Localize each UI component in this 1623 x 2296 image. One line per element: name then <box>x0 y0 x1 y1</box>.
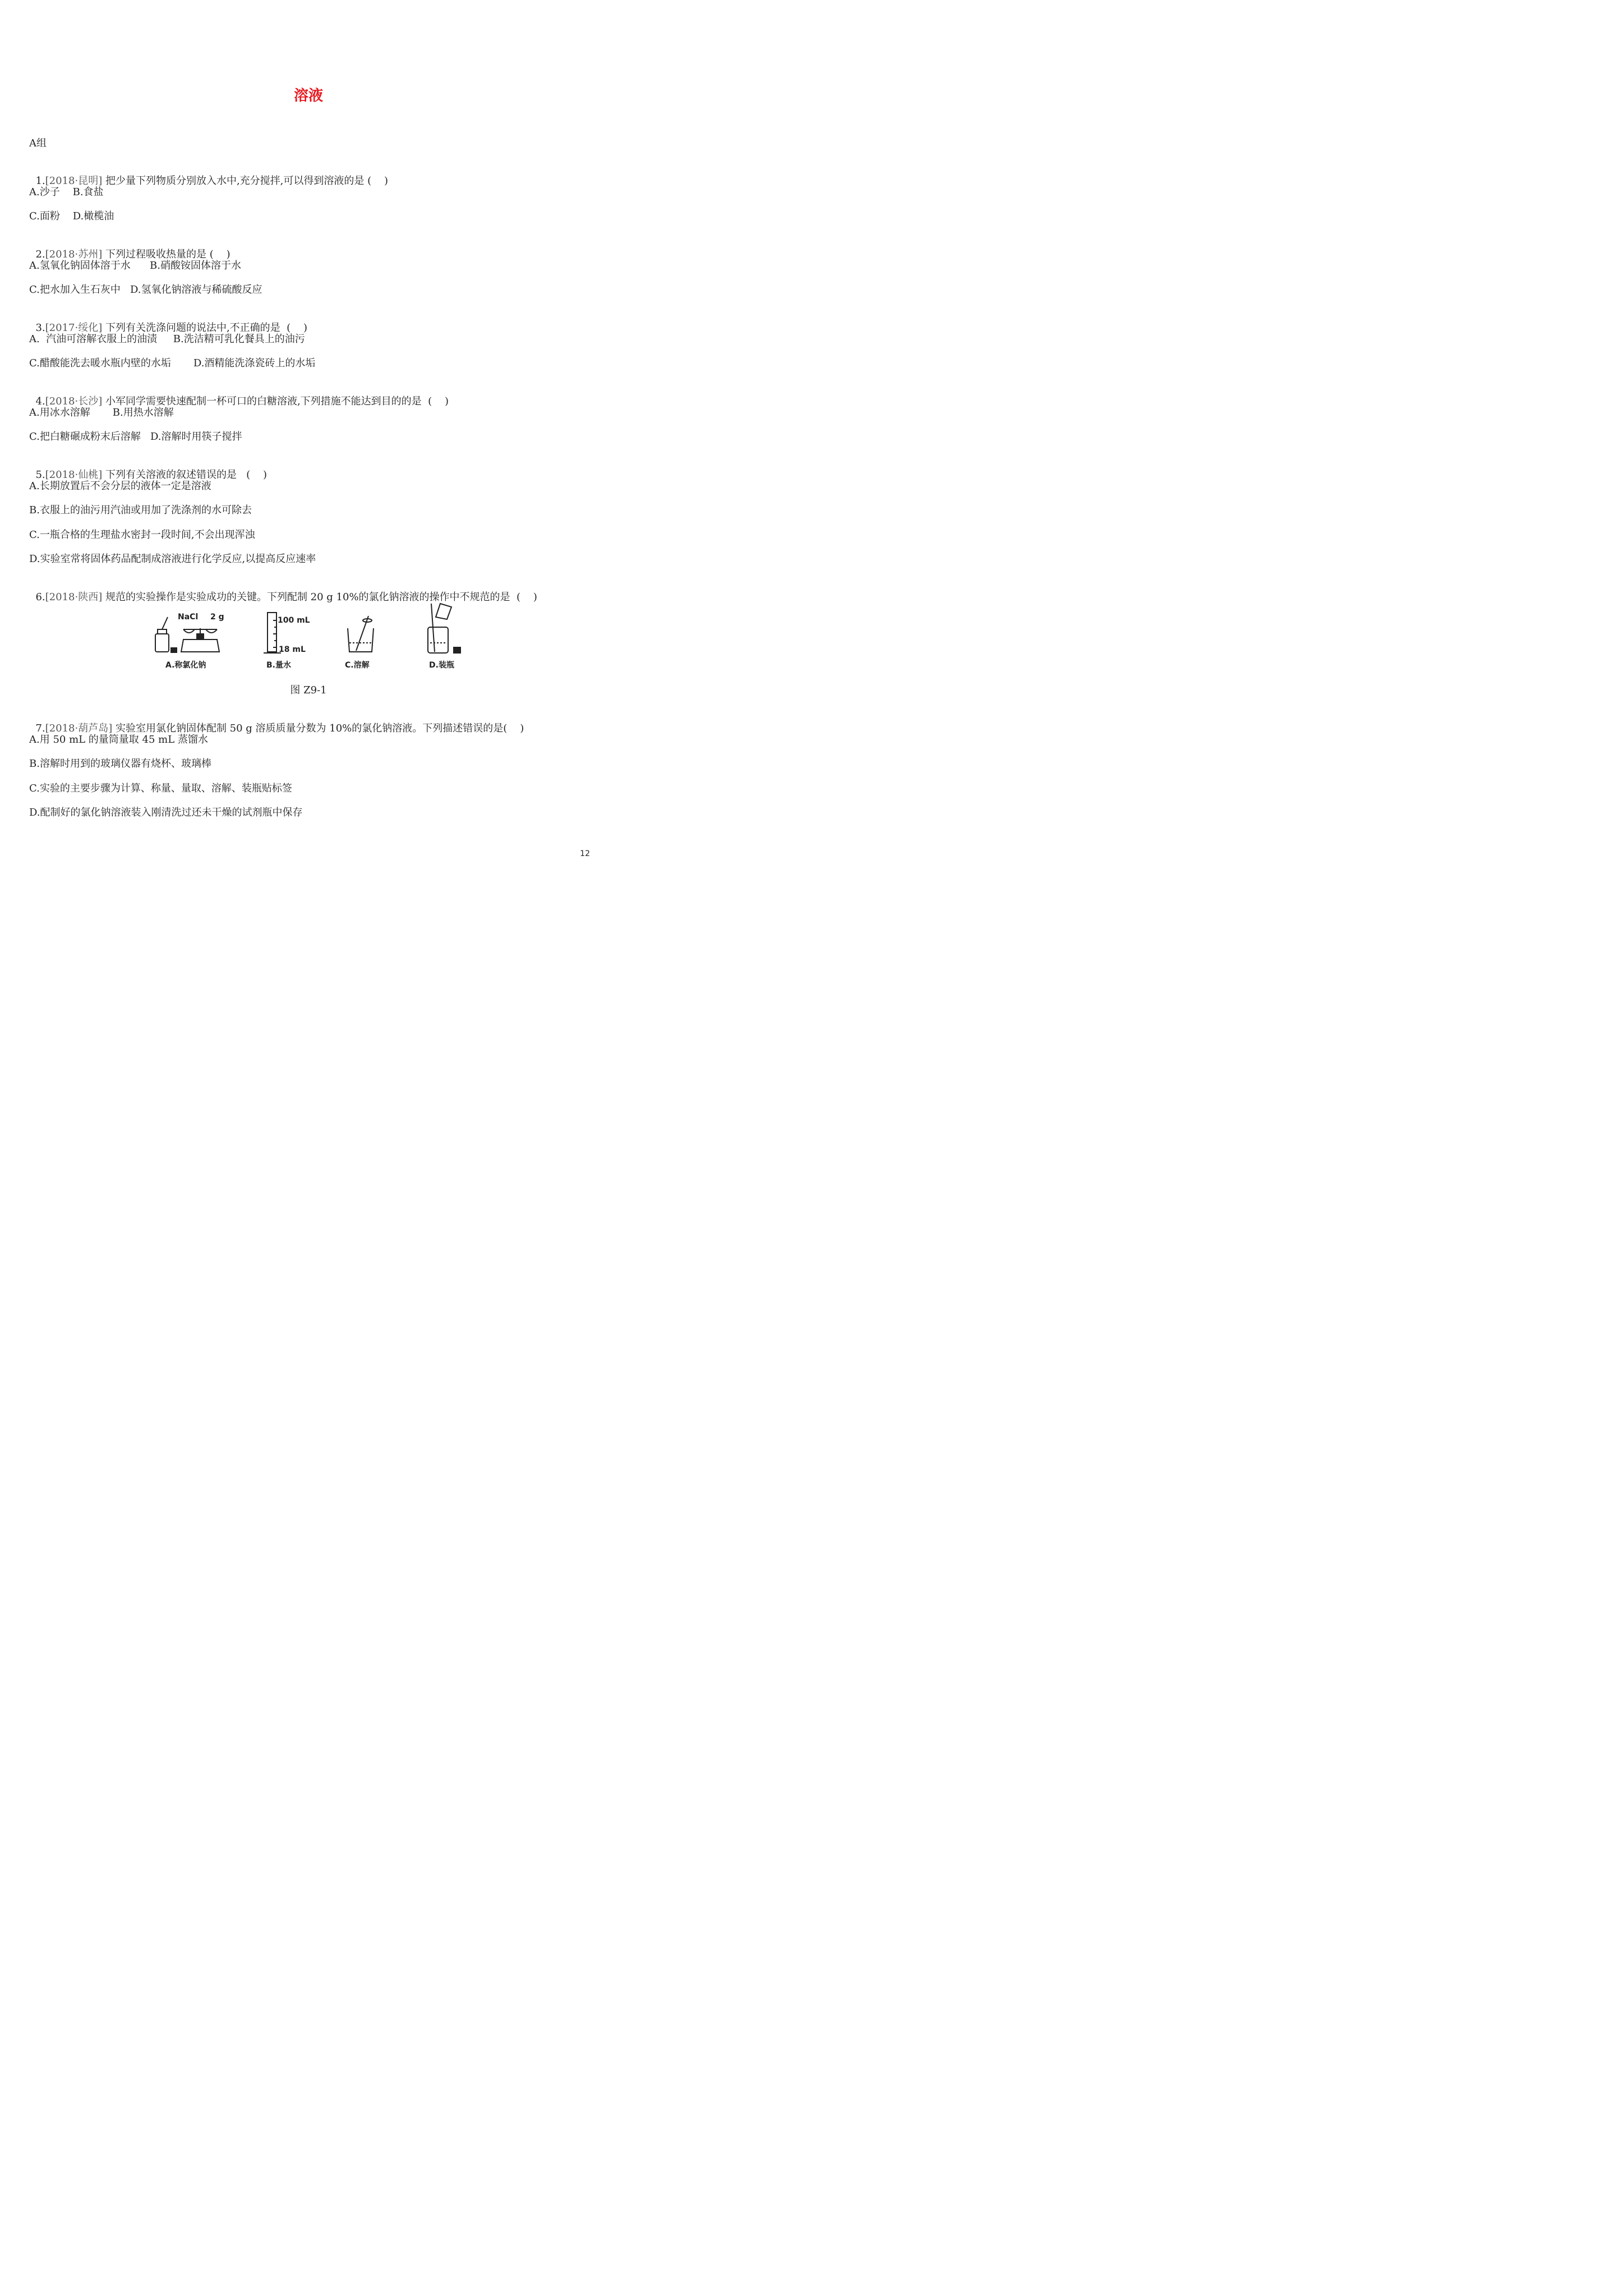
question-stem: 下列有关溶液的叙述错误的是 <box>105 469 237 481</box>
group-label: A组 <box>29 137 47 149</box>
panel-a-caption: A.称氯化钠 <box>165 661 206 670</box>
option-line: C.一瓶合格的生理盐水密封一段时间,不会出现浑浊 <box>29 529 255 541</box>
answer-paren: ( ) <box>517 591 537 603</box>
option-line: B.衣服上的油污用汽油或用加了洗涤剂的水可除去 <box>29 504 252 516</box>
question-5 <box>29 455 267 482</box>
question-stem: 下列过程吸收热量的是 <box>105 249 206 260</box>
option-line: A.用 50 mL 的量筒量取 45 mL 蒸馏水 <box>29 734 208 746</box>
panel-c-caption: C.溶解 <box>345 661 370 670</box>
option-line: C.把水加入生石灰中 D.氢氧化钠溶液与稀硫酸反应 <box>29 284 262 296</box>
question-source: [2018·苏州] <box>45 249 103 260</box>
question-7 <box>29 708 524 735</box>
question-number: 5. <box>35 469 45 481</box>
question-source: [2018·葫芦岛] <box>45 723 113 734</box>
question-number: 1. <box>35 175 45 187</box>
question-1 <box>29 161 388 188</box>
answer-paren: ( ) <box>246 469 268 481</box>
question-number: 6. <box>35 591 45 603</box>
nacl-label: NaCl <box>178 613 199 622</box>
option-line: B.溶解时用到的玻璃仪器有烧杯、玻璃棒 <box>29 758 211 770</box>
page-title: 溶液 <box>293 88 323 104</box>
option-line: A.长期放置后不会分层的液体一定是溶液 <box>29 480 211 492</box>
option-line: C.实验的主要步骤为计算、称量、量取、溶解、装瓶贴标签 <box>29 783 292 794</box>
lab-operations-figure <box>149 600 474 673</box>
option-line: D.配制好的氯化钠溶液装入刚清洗过还未干燥的试剂瓶中保存 <box>29 807 303 818</box>
option-line: A.沙子 B.食盐 <box>29 186 104 198</box>
question-stem: 小军同学需要快速配制一杯可口的白糖溶液,下列措施不能达到目的的是 <box>105 395 422 407</box>
question-source: [2018·长沙] <box>45 395 103 407</box>
balance-illustration <box>155 617 219 652</box>
panel-d-caption: D.装瓶 <box>429 661 454 670</box>
volume-top-label: 100 mL <box>278 616 310 625</box>
question-stem: 下列有关洗涤问题的说法中,不正确的是 <box>105 322 280 334</box>
question-source: [2017·绥化] <box>45 322 103 334</box>
option-line: A. 汽油可溶解衣服上的油渍 B.洗洁精可乳化餐具上的油污 <box>29 333 305 345</box>
option-line: D.实验室常将固体药品配制成溶液进行化学反应,以提高反应速率 <box>29 553 316 565</box>
option-line: C.把白糖碾成粉末后溶解 D.溶解时用筷子搅拌 <box>29 431 242 443</box>
figure-caption: 图 Z9-1 <box>290 684 327 696</box>
option-line: A.用冰水溶解 B.用热水溶解 <box>29 407 174 418</box>
beaker-illustration <box>348 616 374 652</box>
question-number: 3. <box>35 322 45 334</box>
question-stem: 实验室用氯化钠固体配制 50 g 溶质质量分数为 10%的氯化钠溶液。下列描述错误的是 <box>115 723 504 734</box>
question-2 <box>29 234 230 261</box>
question-stem: 把少量下列物质分别放入水中,充分搅拌,可以得到溶液的是 <box>105 175 365 187</box>
reagent-bottle-illustration <box>428 604 460 653</box>
question-source: [2018·陕西] <box>45 591 103 603</box>
question-3 <box>29 308 307 335</box>
volume-level-label: 18 mL <box>279 645 306 654</box>
answer-paren: ( ) <box>367 175 389 187</box>
question-number: 7. <box>35 723 45 734</box>
answer-paren: ( ) <box>428 395 449 407</box>
option-line: C.醋酸能洗去暖水瓶内壁的水垢 D.酒精能洗涤瓷砖上的水垢 <box>29 357 316 369</box>
mass-label: 2 g <box>210 613 224 622</box>
question-number: 2. <box>35 249 45 260</box>
question-stem: 规范的实验操作是实验成功的关键。下列配制 20 g 10%的氯化钠溶液的操作中不规范的是 <box>105 591 510 603</box>
answer-paren: ( ) <box>209 249 230 260</box>
option-line: C.面粉 D.橄榄油 <box>29 210 114 222</box>
question-4 <box>29 381 449 408</box>
question-source: [2018·仙桃] <box>45 469 103 481</box>
page-number: 12 <box>580 849 590 858</box>
option-line: A.氢氧化钠固体溶于水 B.硝酸铵固体溶于水 <box>29 260 241 272</box>
panel-b-caption: B.量水 <box>266 661 291 670</box>
question-number: 4. <box>35 395 45 407</box>
question-source: [2018·昆明] <box>45 175 103 187</box>
answer-paren: ( ) <box>503 723 524 734</box>
answer-paren: ( ) <box>287 322 308 334</box>
